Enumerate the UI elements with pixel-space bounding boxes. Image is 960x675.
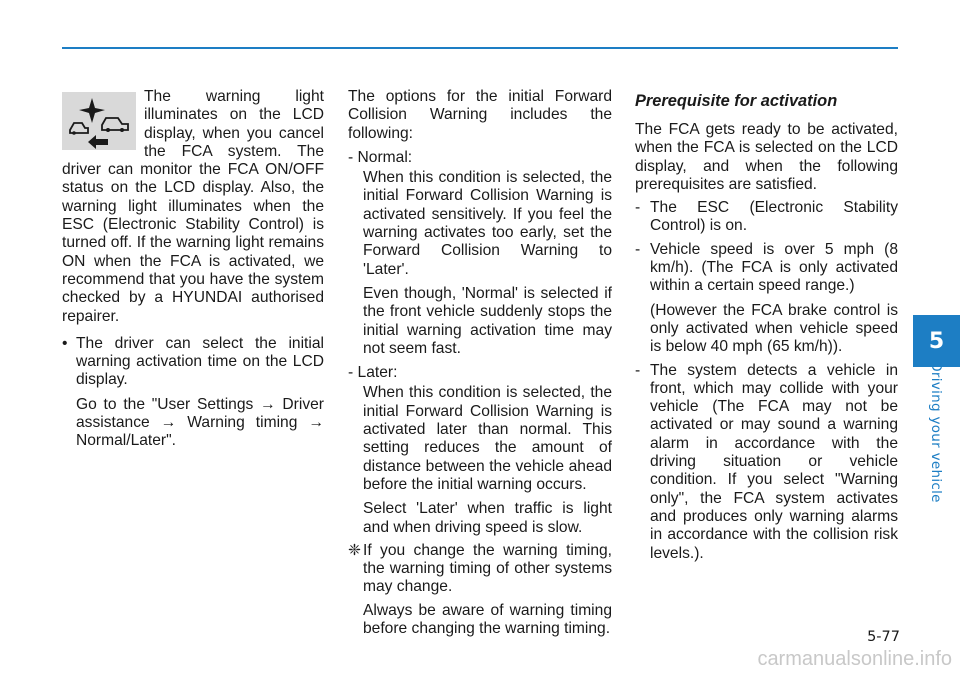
watermark: carmanualsonline.info (757, 648, 952, 670)
page-number: 5-77 (867, 629, 900, 645)
option-normal-note: Even though, 'Normal' is selected if the front vehicle suddenly stops the initial warning activation time may not seem fast. (363, 284, 612, 357)
bullet-dot: • (62, 334, 68, 352)
dash-marker: - (635, 199, 641, 217)
chapter-number-tab: 5 (913, 315, 960, 367)
prerequisite-intro: The FCA gets ready to be activated, when the FCA is selected on the LCD display, and when the following prerequisites are satisfied. (635, 121, 898, 193)
option-normal-heading: - Normal: (348, 148, 413, 166)
option-normal-desc: When this condition is selected, the initial Forward Collision Warning is activated sensitively. If you feel the warning activates too early, set the Forward Collision Warning to 'Later'. (363, 169, 612, 278)
settings-path: Go to the "User Settings → Driver assistance → Warning timing → Normal/Later". (76, 395, 324, 450)
option-later-heading: - Later: (348, 364, 398, 382)
note-symbol-icon: ❈ (348, 541, 362, 559)
timing-note (348, 542, 612, 597)
bullet-item (62, 335, 324, 390)
option-later-desc: When this condition is selected, the initial Forward Collision Warning is activated later than normal. This setting reduces the amount of distance between the vehicle ahead before the initial warning occurs. (363, 384, 612, 493)
column-1 (62, 88, 324, 451)
column-2 (348, 88, 612, 638)
prerequisite-item-note: (However the FCA brake control is only activated when vehicle speed is below 40 mph (65 km/h)). (650, 301, 898, 356)
prerequisite-item (635, 241, 898, 296)
bullet-text: The driver can select the initial warning activation time on the LCD display. (76, 334, 324, 389)
timing-note-text: If you change the warning timing, the warning timing of other systems may change. (363, 541, 612, 596)
fca-warning-light-icon (62, 92, 136, 150)
prerequisite-text: Vehicle speed is over 5 mph (8 km/h). (The FCA is only activated within a certain speed range.) (650, 240, 898, 295)
options-intro: The options for the initial Forward Collision Warning includes the following: (348, 88, 612, 142)
chapter-title: Driving your vehicle (928, 361, 944, 503)
prerequisite-text: The ESC (Electronic Stability Control) is on. (650, 199, 898, 235)
column-3 (635, 88, 898, 563)
prerequisite-item (635, 199, 898, 236)
prerequisite-item (635, 362, 898, 563)
timing-note-caution: Always be aware of warning timing before changing the warning timing. (363, 601, 612, 638)
dash-marker: - (635, 240, 641, 258)
option-later-note: Select 'Later' when traffic is light and when driving speed is slow. (363, 500, 612, 536)
dash-marker: - (635, 361, 641, 379)
section-heading: Prerequisite for activation (635, 92, 838, 110)
header-rule (62, 47, 898, 49)
prerequisite-text: The system detects a vehicle in front, which may collide with your vehicle (The FCA may not be activated or may sound a warning alarm in accordance with the driving situation or vehicle condition. If you select "Warning only", the FCA system activates and produces only warning alarms in accordance with the collision risk levels.). (650, 361, 898, 562)
fca-warning-intro: The warning light illuminates on the LCD display, when you cancel the FCA system. The driver can monitor the FCA ON/OFF status on the LCD display. Also, the warning light illuminates when the ESC (Electronic Stability Control) is turned off. If the warning light remains ON when the FCA is activated, we recommend that you have the system checked by a HYUNDAI authorised repairer. (62, 88, 324, 325)
